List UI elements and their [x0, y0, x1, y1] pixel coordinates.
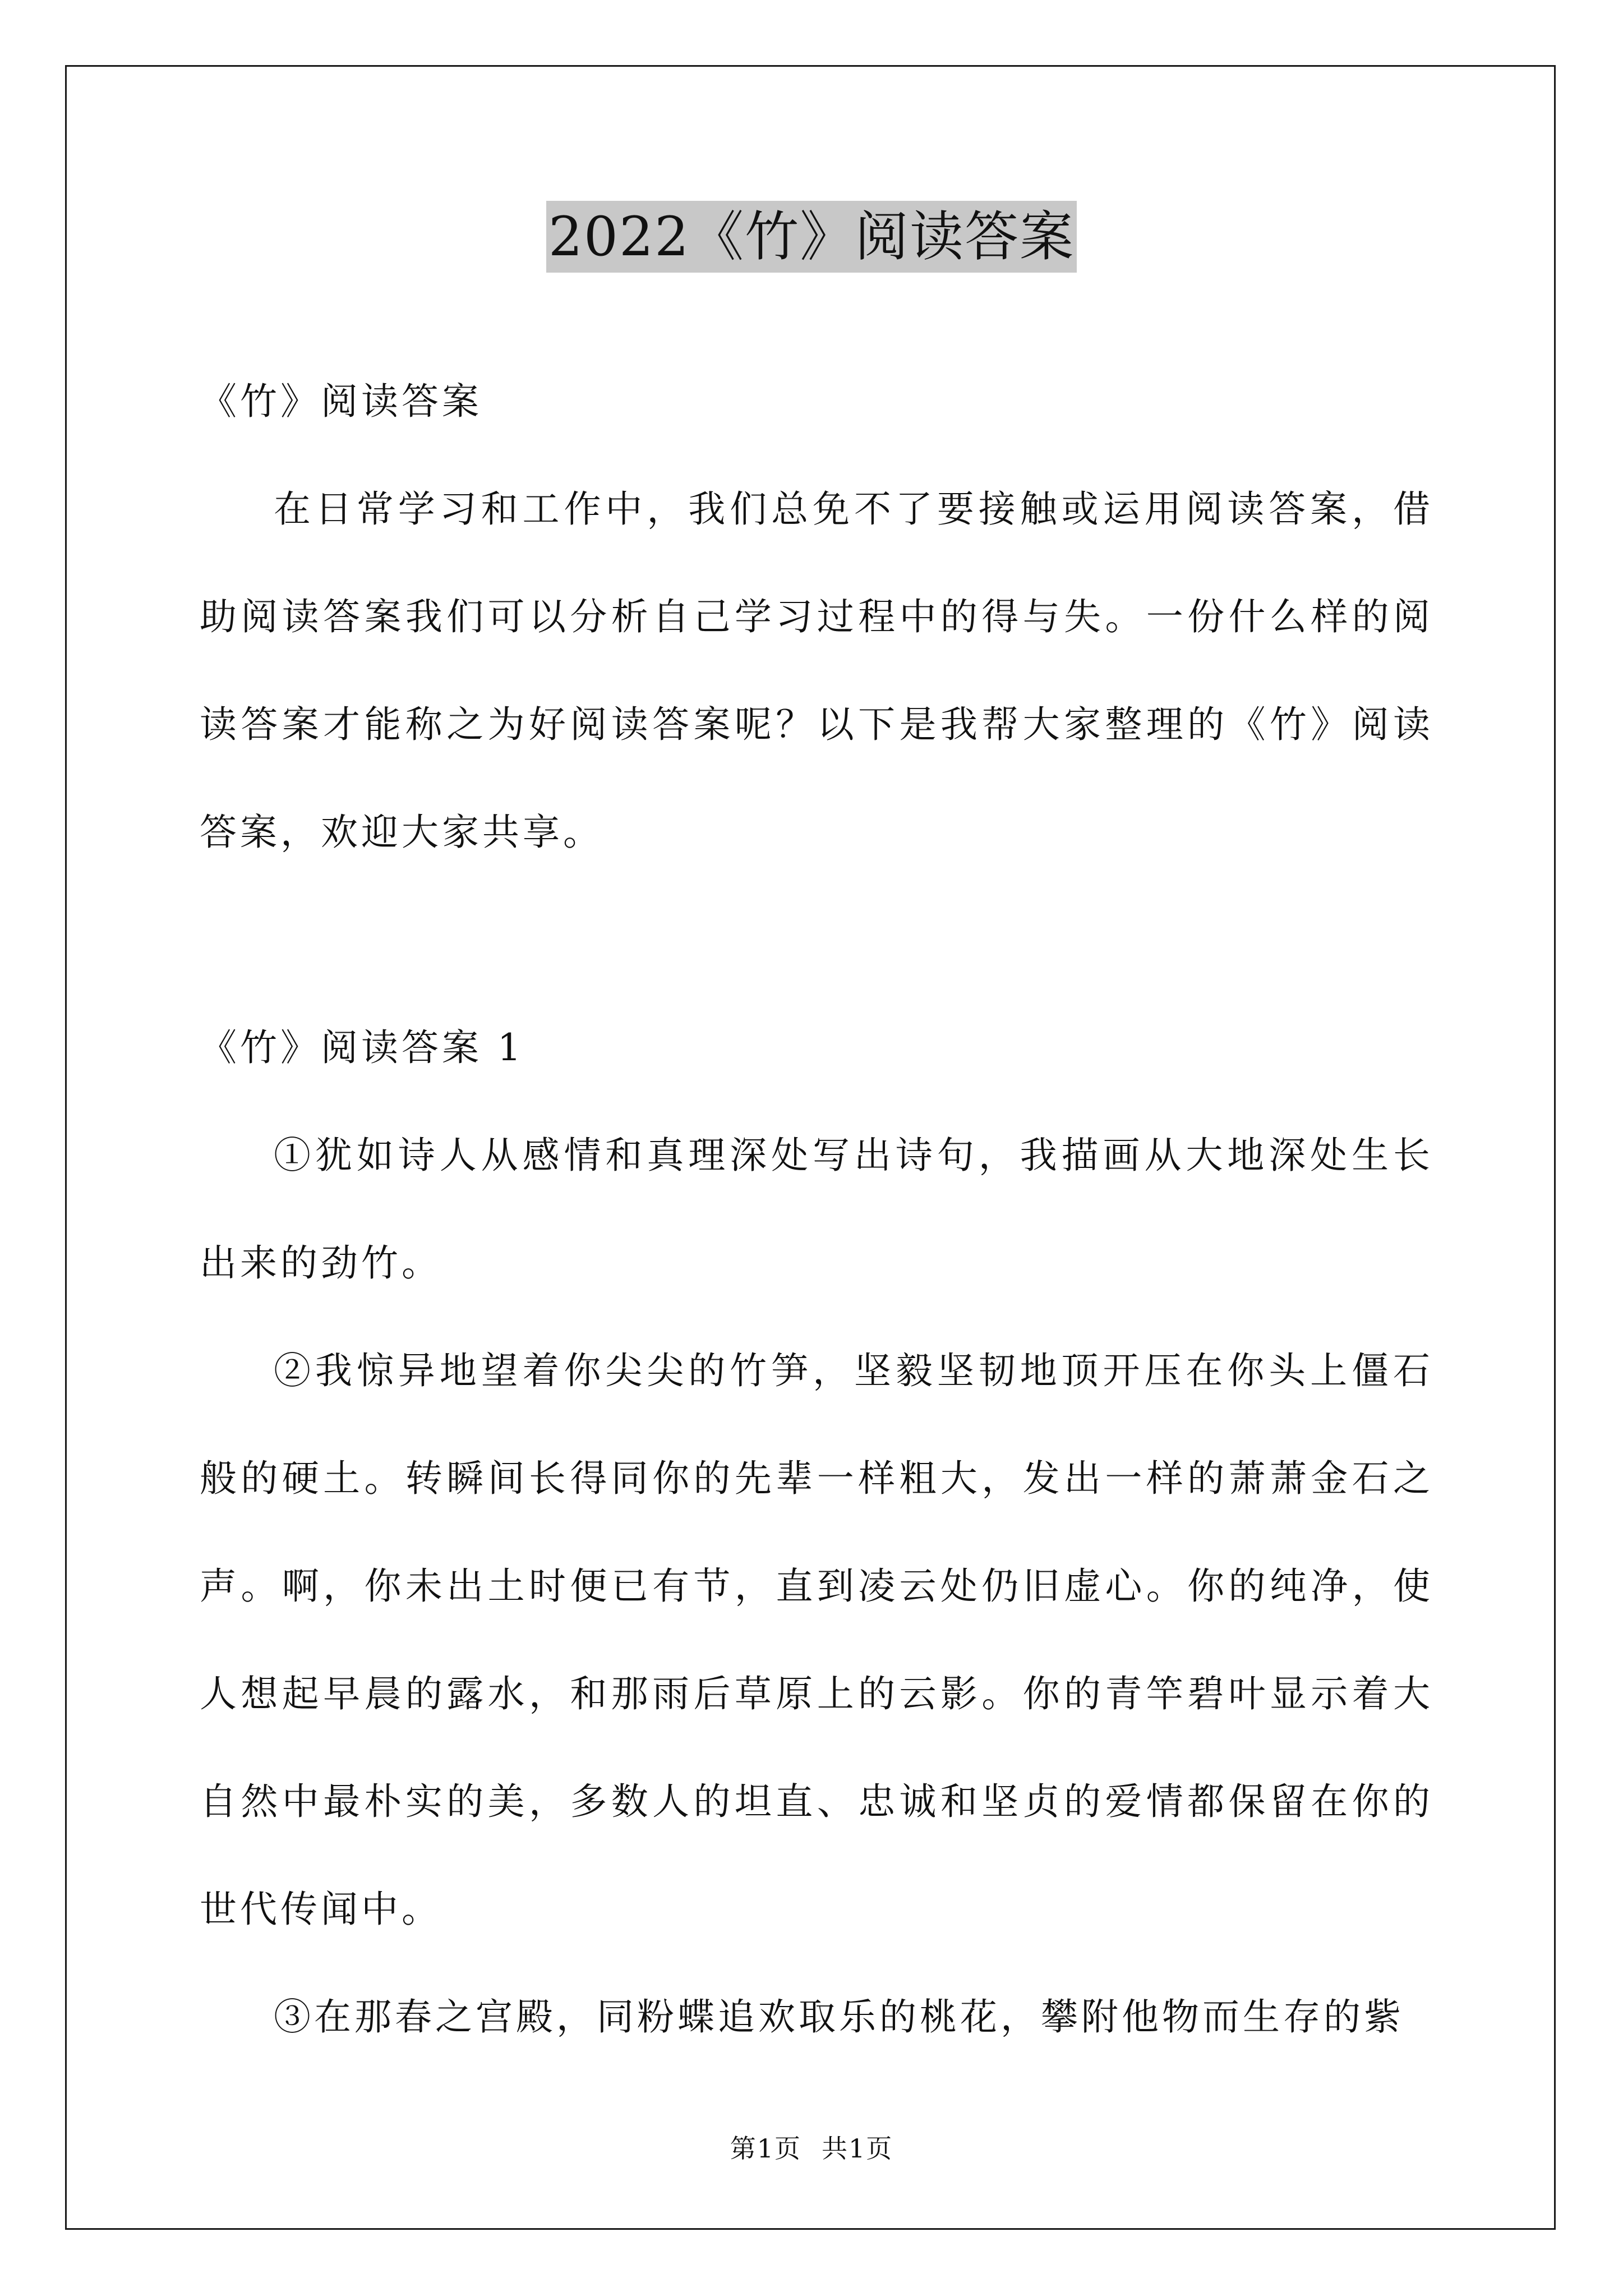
- body-paragraph-2: ②我惊异地望着你尖尖的竹笋，坚毅坚韧地顶开压在你头上僵石般的硬土。转瞬间长得同你的先辈一样粗大，发出一样的萧萧金石之声。啊，你未出土时便已有节，直到凌云处仍旧虚心。你的纯净，使人想起早晨的露水，和那雨后草原上的云影。你的青竿碧叶显示着大自然中最朴实的美，多数人的坦直、忠诚和坚贞的爱情都保留在你的世代传闻中。: [200, 1349, 1433, 1931]
- document-title: 2022《竹》阅读答案: [546, 201, 1077, 273]
- title-container: [0, 201, 1623, 273]
- subtitle-heading: 《竹》阅读答案: [200, 380, 482, 423]
- page-footer: [0, 2132, 1623, 2165]
- section-spacer: [200, 886, 1433, 994]
- document-body: [200, 348, 1433, 2071]
- intro-paragraph: 在日常学习和工作中，我们总免不了要接触或运用阅读答案，借助阅读答案我们可以分析自己学习过程中的得与失。一份什么样的阅读答案才能称之为好阅读答案呢？以下是我帮大家整理的《竹》阅读答案，欢迎大家共享。: [200, 487, 1433, 854]
- page-number-total: 共1页: [822, 2133, 893, 2164]
- body-paragraph-1: ①犹如诗人从感情和真理深处写出诗句，我描画从大地深处生长出来的劲竹。: [200, 1134, 1433, 1285]
- body-paragraph-3: ③在那春之宫殿，同粉蝶追欢取乐的桃花，攀附他物而生存的紫: [274, 1995, 1404, 2039]
- page-number-current: 第1页: [730, 2133, 801, 2164]
- section-heading: 《竹》阅读答案 1: [200, 1026, 524, 1069]
